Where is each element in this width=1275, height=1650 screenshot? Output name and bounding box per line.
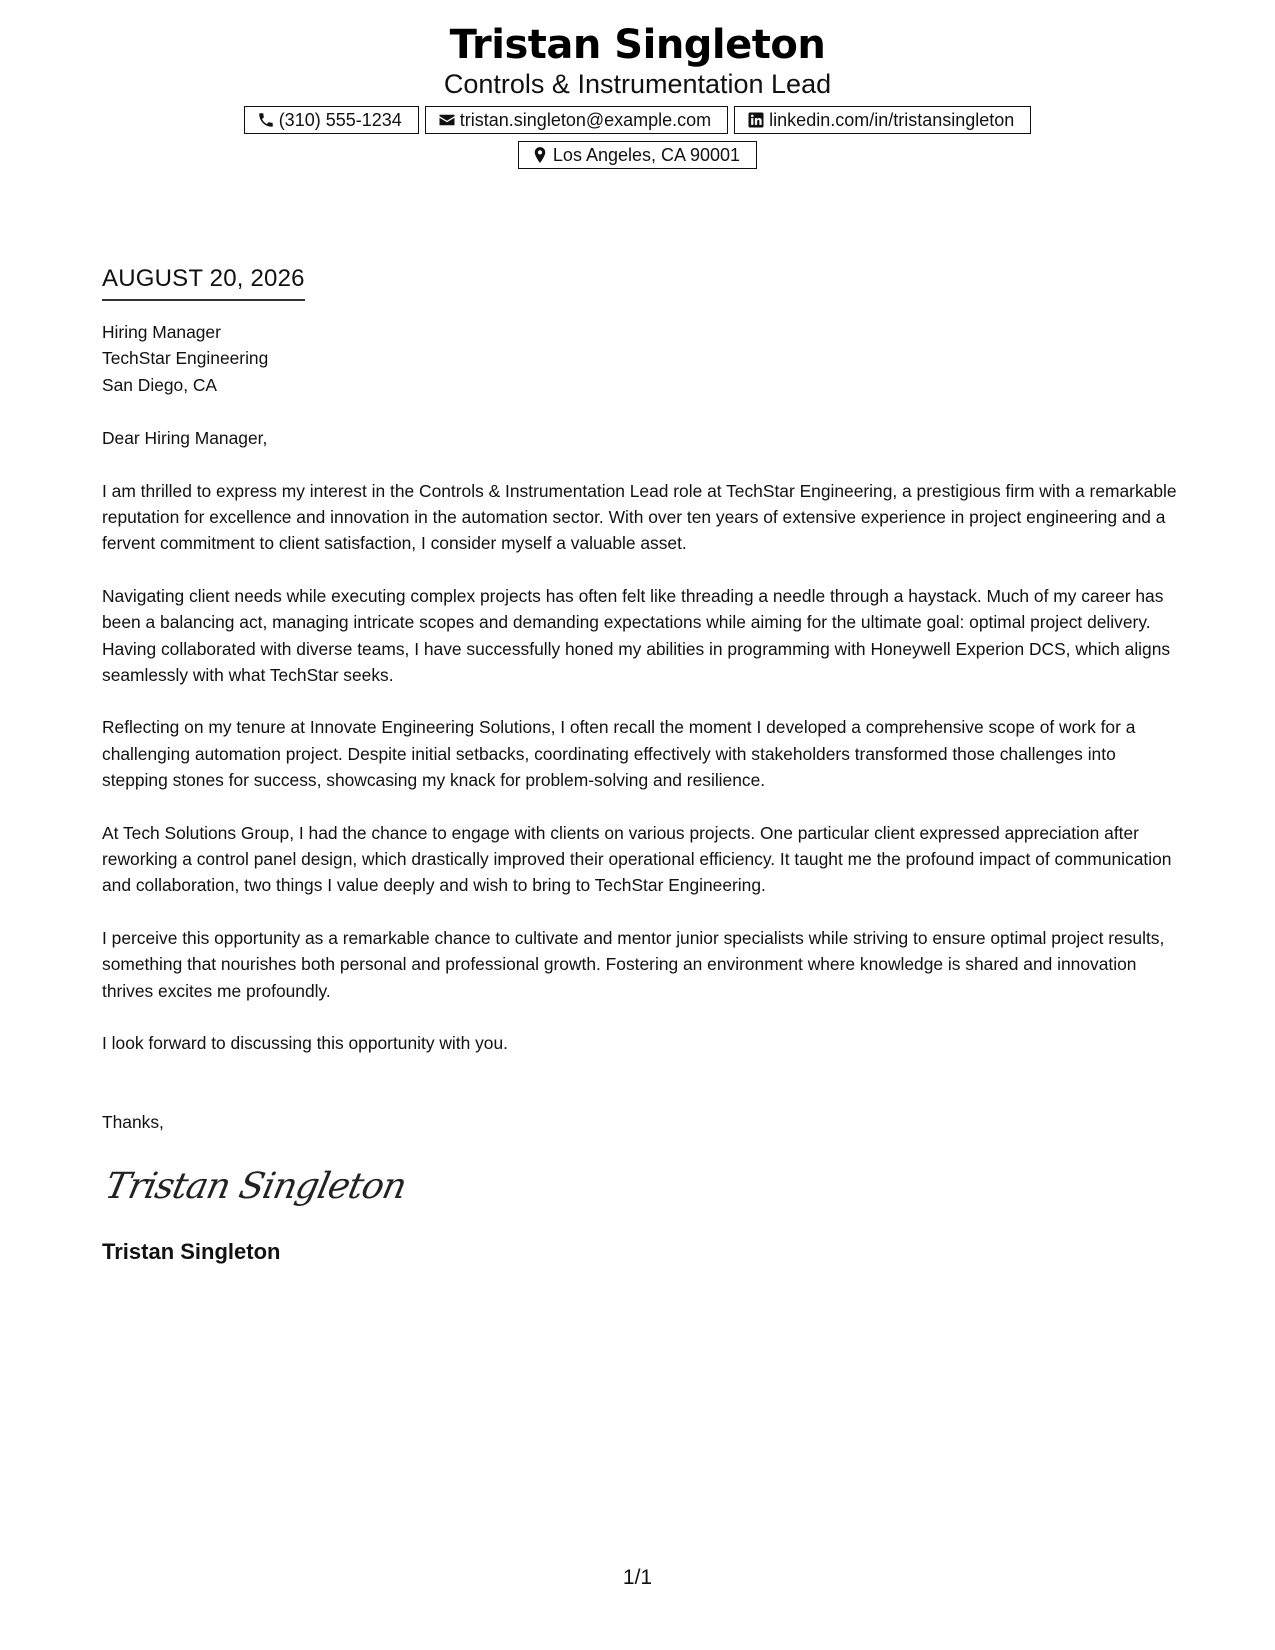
- linkedin-contact[interactable]: [734, 106, 1031, 134]
- email-text: tristan.singleton@example.com: [459, 109, 712, 130]
- signer-name: Tristan Singleton: [102, 1238, 281, 1264]
- body-paragraph: At Tech Solutions Group, I had the chance to engage with clients on various projects. One particular client expressed appreciation after reworking a control panel design, which drastically improved their operational efficiency. It taught me the profound impact of communication and collaboration, two things I value deeply and wish to bring to TechStar Engineering.: [102, 822, 1172, 896]
- letter-header: [0, 20, 1275, 169]
- envelope-icon: [438, 111, 456, 129]
- phone-text: (310) 555-1234: [278, 109, 402, 130]
- body-paragraph: I look forward to discussing this opportunity with you.: [102, 1033, 508, 1054]
- location-text: Los Angeles, CA 90001: [552, 144, 741, 165]
- applicant-title: Controls & Instrumentation Lead: [443, 69, 832, 99]
- closing: Thanks,: [102, 1112, 164, 1133]
- contact-row-location: [0, 141, 1275, 169]
- handwritten-signature: [102, 1158, 1177, 1218]
- svg-text:Tristan Singleton: Tristan Singleton: [101, 1164, 410, 1207]
- recipient-line: TechStar Engineering: [102, 348, 269, 369]
- phone-icon: [257, 111, 275, 129]
- phone-contact[interactable]: [244, 106, 419, 134]
- body-paragraph: I am thrilled to express my interest in the Controls & Instrumentation Lead role at TechStar Engineering, a prestigious firm with a remarkable reputation for excellence and innovation in the automation sector. With over ten years of extensive experience in project engineering and a fervent commitment to client satisfaction, I consider myself a valuable asset.: [102, 480, 1177, 554]
- recipient-line: San Diego, CA: [102, 374, 218, 395]
- letter-body: [102, 264, 1177, 1266]
- linkedin-icon: [747, 111, 765, 129]
- body-paragraph: Navigating client needs while executing complex projects has often felt like threading a needle through a haystack. Much of my career has been a balancing act, managing intricate scopes and demanding expectations while aiming for the ultimate goal: optimal project delivery. Having collaborated with diverse teams, I have successfully honed my abilities in programming with Honeywell Experion DCS, which aligns seamlessly with what TechStar seeks.: [102, 585, 1171, 686]
- linkedin-text: linkedin.com/in/tristansingleton: [769, 109, 1015, 130]
- email-contact[interactable]: [425, 106, 728, 134]
- salutation: Dear Hiring Manager,: [102, 428, 268, 449]
- body-paragraph: Reflecting on my tenure at Innovate Engineering Solutions, I often recall the moment I developed a comprehensive scope of work for a challenging automation project. Despite initial setbacks, coordinating effectively with stakeholders transformed those challenges into stepping stones for success, showcasing my knack for problem-solving and resilience.: [102, 717, 1136, 791]
- location-contact[interactable]: [518, 141, 757, 169]
- applicant-name: Tristan Singleton: [449, 22, 826, 68]
- contact-row: [0, 106, 1275, 134]
- page-number: 1/1: [622, 1566, 653, 1589]
- recipient-block: [102, 319, 1177, 398]
- recipient-line: Hiring Manager: [102, 322, 221, 342]
- body-paragraph: I perceive this opportunity as a remarkable chance to cultivate and mentor junior specialists while striving to ensure optimal project results, something that nourishes both personal and professional growth. Fostering an environment where knowledge is shared and innovation thrives excites me profoundly.: [102, 927, 1165, 1001]
- letter-date: AUGUST 20, 2026: [102, 264, 305, 301]
- map-marker-icon: [531, 146, 549, 164]
